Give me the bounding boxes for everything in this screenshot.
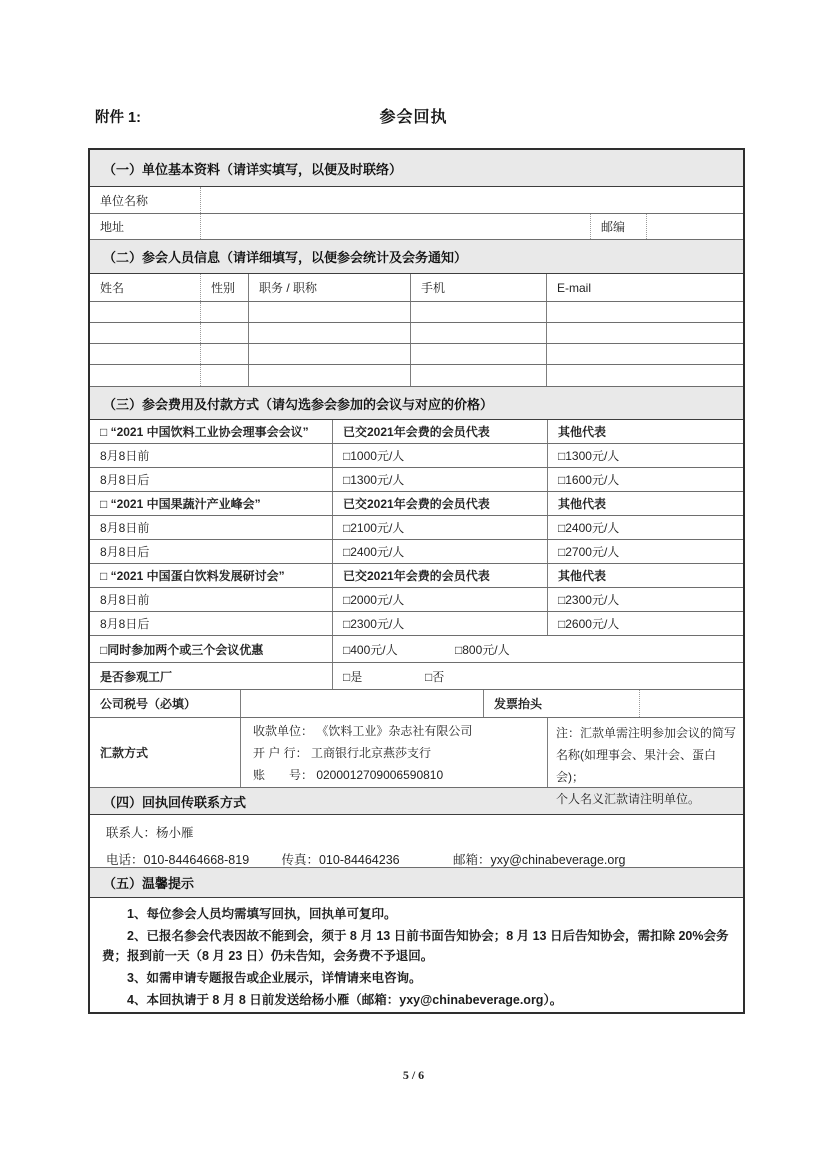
factory-yes-checkbox: □是 [343,669,363,684]
tip-1: 1、每位参会人员均需填写回执，回执单可复印。 [127,907,397,921]
period-label: 8月8日前 [100,449,150,463]
combo-price-1-checkbox: □400元/人 [343,642,398,657]
other-col-header: 其他代表 [547,492,743,515]
empty-cell [90,365,200,386]
tip-3: 3、如需申请专题报告或企业展示，详情请来电咨询。 [127,971,422,985]
period-label: 8月8日前 [100,593,150,607]
contact-fax: 传真：010-84464236 [281,853,400,867]
tip-4: 4、本回执请于 8 月 8 日前发送给杨小雁（邮箱：yxy@chinabeverage.org）。 [127,993,563,1007]
unit-name-row [90,187,743,214]
contact-email: 邮箱：yxy@chinabeverage.org [452,853,626,867]
conference-3-name-row [90,564,743,588]
section-1-header: （一）单位基本资料（请详实填写，以便及时联络） [90,150,743,187]
factory-visit-label: 是否参观工厂 [100,669,173,684]
reply-form-table [88,148,745,1014]
person-empty-row [90,323,743,344]
unit-name-input-cell [200,187,743,213]
other-price-checkbox: □1300元/人 [547,444,743,467]
other-col-header: 其他代表 [547,420,743,443]
conference-1-name-row [90,420,743,444]
conference-3-checkbox-name: □ “2021 中国蛋白饮料发展研讨会” [100,569,285,583]
conference-2-price-row [90,516,743,540]
combo-discount-row [90,636,743,663]
payee-line: 收款单位： 《饮料工业》杂志社有限公司 [253,723,473,738]
conference-2-price-row [90,540,743,564]
bank-line: 开 户 行： 工商银行北京燕莎支行 [253,745,432,760]
member-col-header: 已交2021年会费的会员代表 [332,564,547,587]
empty-cell [248,365,410,386]
note-line: 名称(如理事会、果汁会、蛋白会)； [556,748,716,784]
note-line: 注：汇款单需注明参加会议的简写 [556,726,737,740]
address-label: 地址 [100,220,125,234]
other-col-header: 其他代表 [547,564,743,587]
section-4-header: （四）回执回传联系方式 [90,788,743,815]
period-label: 8月8日后 [100,617,150,631]
person-empty-row [90,344,743,365]
empty-cell [200,344,248,364]
remittance-label: 汇款方式 [100,746,149,760]
other-price-checkbox: □2300元/人 [547,588,743,611]
contact-line-2 [106,850,743,868]
empty-cell [546,302,743,322]
member-price-checkbox: □1000元/人 [332,444,547,467]
tax-number-input-cell [240,690,483,717]
contact-phone: 电话：010-84464668-819 [106,853,250,867]
conference-3-price-row [90,588,743,612]
member-price-checkbox: □2000元/人 [332,588,547,611]
page-number: 5 / 6 [402,1068,425,1082]
person-empty-row [90,302,743,323]
conference-1-checkbox-name: □ “2021 中国饮料工业协会理事会会议” [100,425,309,439]
address-input-cell [200,214,590,239]
conference-2-name-row [90,492,743,516]
member-price-checkbox: □1300元/人 [332,468,547,491]
period-label: 8月8日后 [100,473,150,487]
section-5-header: （五）温馨提示 [90,868,743,898]
member-col-header: 已交2021年会费的会员代表 [332,492,547,515]
empty-cell [410,323,546,343]
invoice-title-label: 发票抬头 [483,690,639,717]
remittance-account-info [240,718,547,787]
contact-block [90,815,743,868]
combo-checkbox-label: □同时参加两个或三个会议优惠 [100,642,264,657]
account-number-line: 账 号： 0200012709006590810 [253,767,444,782]
factory-visit-row [90,663,743,690]
note-line: 个人名义汇款请注明单位。 [556,792,701,806]
invoice-title-input-cell [639,690,743,717]
member-col-header: 已交2021年会费的会员代表 [332,420,547,443]
conference-2-checkbox-name: □ “2021 中国果蔬汁产业峰会” [100,497,261,511]
factory-no-checkbox: □否 [425,669,445,684]
page-title: 参会回执 [379,109,448,126]
col-name: 姓名 [100,281,125,295]
member-price-checkbox: □2400元/人 [332,540,547,563]
empty-cell [200,302,248,322]
section-2-header: （二）参会人员信息（请详细填写，以便参会统计及会务通知） [90,240,743,274]
empty-cell [410,344,546,364]
period-label: 8月8日后 [100,545,150,559]
empty-cell [546,344,743,364]
postcode-input-cell [646,214,743,239]
tax-number-label: 公司税号（必填） [100,697,197,711]
conference-1-price-row [90,468,743,492]
section-3-header: （三）参会费用及付款方式（请勾选参会参加的会议与对应的价格） [90,387,743,420]
col-gender: 性别 [200,274,248,301]
person-table-header-row [90,274,743,302]
empty-cell [248,344,410,364]
tip-2: 2、已报名参会代表因故不能到会，须于 8 月 13 日前书面告知协会；8 月 13 日后告知协会，需扣除 20%会务费；报到前一天（8 月 23 日）仍未告知，会务费不予退回。 [102,929,729,963]
contact-person: 联系人：杨小雁 [106,826,194,840]
tips-block [90,898,743,1012]
col-position: 职务 / 职称 [248,274,410,301]
period-label: 8月8日前 [100,521,150,535]
empty-cell [200,365,248,386]
empty-cell [546,323,743,343]
col-email: E-mail [546,274,743,301]
member-price-checkbox: □2100元/人 [332,516,547,539]
remittance-note [547,718,743,806]
other-price-checkbox: □1600元/人 [547,468,743,491]
conference-3-price-row [90,612,743,636]
combo-price-cell [332,636,743,662]
other-price-checkbox: □2400元/人 [547,516,743,539]
member-price-checkbox: □2300元/人 [332,612,547,635]
attachment-label: 附件 1: [95,110,141,126]
other-price-checkbox: □2600元/人 [547,612,743,635]
address-row [90,214,743,240]
person-empty-row [90,365,743,387]
empty-cell [90,323,200,343]
tax-number-row [90,690,743,718]
empty-cell [546,365,743,386]
empty-cell [90,302,200,322]
empty-cell [248,323,410,343]
unit-name-label: 单位名称 [100,193,149,208]
conference-1-price-row [90,444,743,468]
empty-cell [200,323,248,343]
postcode-label: 邮编 [590,214,646,239]
empty-cell [90,344,200,364]
factory-visit-options [332,663,743,689]
empty-cell [248,302,410,322]
empty-cell [410,365,546,386]
empty-cell [410,302,546,322]
other-price-checkbox: □2700元/人 [547,540,743,563]
col-mobile: 手机 [410,274,546,301]
combo-price-2-checkbox: □800元/人 [455,642,510,657]
